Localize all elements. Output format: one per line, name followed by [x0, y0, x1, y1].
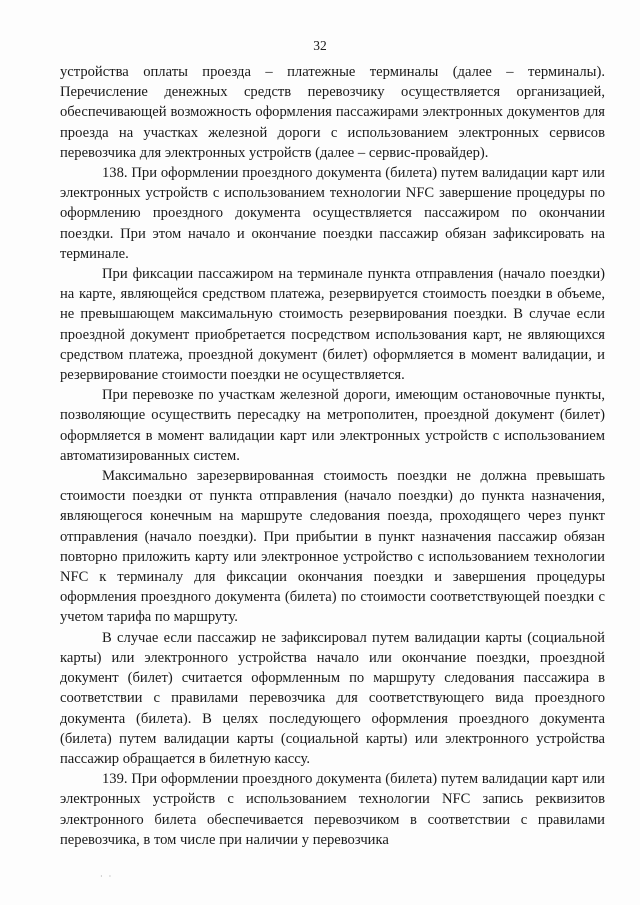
paragraph-not-validated: В случае если пассажир не зафиксировал путем валидации карты (социальной карты) или электронного устройства начало или окончание поездки, проездной документ (билет) считается оформленным по маршруту следования пассажира в соответствии с правилами перевозчика для соответствующего вида проездного документа (билета). В целях последующего оформления проездного документа (билета) путем валидации карты (социальной карты) или электронного устройства пассажир обращается в билетную кассу. — [60, 629, 605, 767]
paragraph-continuation: устройства оплаты проезда – платежные терминалы (далее – терминалы). Перечисление денежных средств перевозчику осуществляется организацией, обеспечивающей возможность оформления пассажирами электронных документов для проезда на участках железной дороги с использованием электронных сервисов перевозчика для электронных устройств (далее – сервис-провайдер). — [60, 64, 605, 161]
page-number: 32 — [313, 38, 327, 53]
paragraph-max-reservation: Максимально зарезервированная стоимость поездки не должна превышать стоимости поездки от пункта отправления (начало поездки) до пункта назначения, являющегося конечным на маршруте следования поезда, проходящего через пункт отправления (начало поездки). При прибытии в пункт назначения пассажир обязан повторно приложить карту или электронное устройство с использованием технологии NFC к терминалу для фиксации окончания поездки и завершения процедуры оформления проездного документа (билета) по стоимости соответствующей поездки с учетом тарифа по маршруту. — [60, 468, 605, 626]
paragraph-metro-transfer: При перевозке по участкам железной дороги, имеющим остановочные пункты, позволяющие осуществить пересадку на метрополитен, проездной документ (билет) оформляется в момент валидации карт или электронных устройств с использованием автоматизированных систем. — [60, 387, 605, 464]
paragraph-clause-139: 139. При оформлении проездного документа (билета) путем валидации карт или электронных устройств с использованием технологии NFC запись реквизитов электронного билета обеспечивается перевозчиком в соответствии с правилами перевозчика, в том числе при наличии у перевозчика — [60, 771, 605, 848]
document-body — [60, 62, 605, 850]
scan-artifact: · · — [100, 872, 114, 881]
paragraph-reservation: При фиксации пассажиром на терминале пункта отправления (начало поездки) на карте, являющейся средством платежа, резервируется стоимость поездки в объеме, не превышающем максимальную стоимость резервирования поездки. В случае если проездной документ приобретается посредством использования карт, не являющихся средством платежа, проездной документ (билет) оформляется в момент валидации, и резервирование стоимости поездки не осуществляется. — [60, 266, 605, 384]
paragraph-clause-138: 138. При оформлении проездного документа (билета) путем валидации карт или электронных устройств с использованием технологии NFC завершение процедуры по оформлению проездного документа осуществляется пассажиром по окончании поездки. При этом начало и окончание поездки пассажир обязан зафиксировать на терминале. — [60, 165, 605, 262]
